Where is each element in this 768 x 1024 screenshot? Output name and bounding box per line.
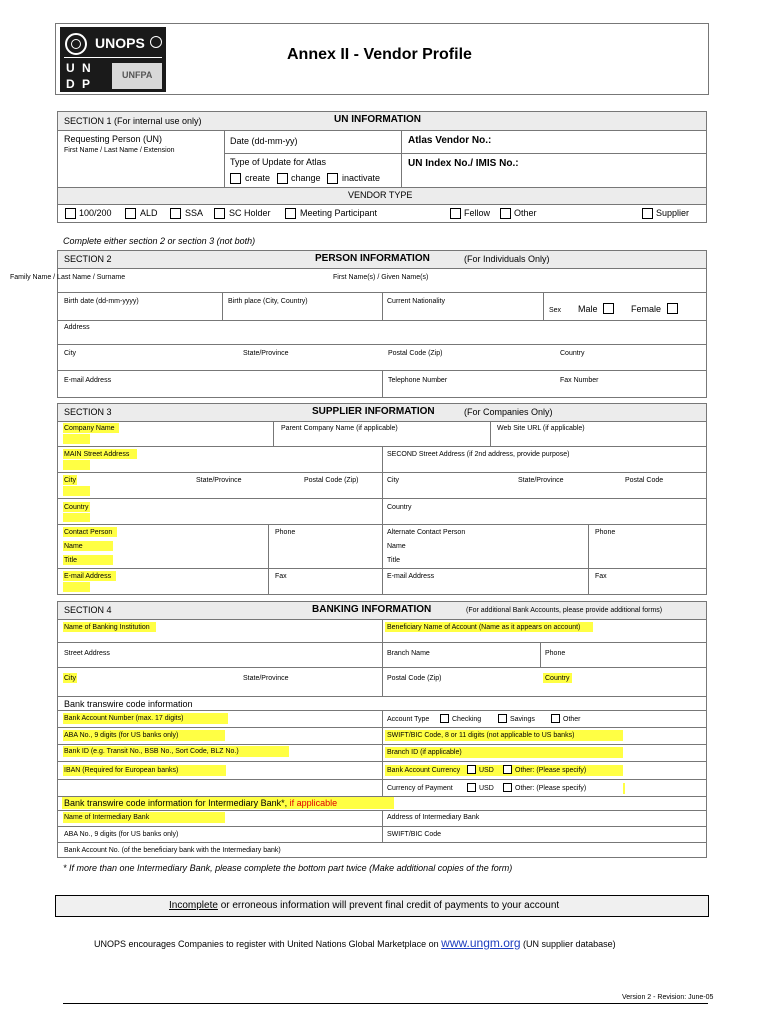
contact-person-label: Contact Person	[64, 529, 113, 536]
divider	[382, 370, 383, 398]
city-highlight-field	[63, 486, 90, 496]
vendor-supplier-checkbox[interactable]	[642, 208, 653, 219]
divider	[57, 779, 707, 780]
ungm-link[interactable]: www.ungm.org	[441, 936, 521, 950]
supplier-fax2-label: Fax	[595, 573, 607, 580]
payment-usd-label: USD	[479, 785, 494, 792]
section3-heading: SUPPLIER INFORMATION	[312, 406, 435, 417]
branch-name-label: Branch Name	[387, 650, 430, 657]
fax-number-label: Fax Number	[560, 377, 599, 384]
divider	[268, 524, 269, 594]
vendor-ssa-label: SSA	[185, 208, 204, 218]
section-instruction: Complete either section 2 or section 3 (not both)	[63, 236, 256, 246]
section3-label: SECTION 3	[64, 407, 112, 417]
male-checkbox[interactable]	[603, 303, 614, 314]
requesting-person-label: Requesting Person (UN)	[64, 134, 163, 144]
account-number-label: Bank Account Number (max. 17 digits)	[64, 715, 184, 722]
website-label: Web Site URL (if applicable)	[497, 425, 585, 432]
contact-phone-label: Phone	[275, 529, 296, 536]
divider	[57, 696, 707, 697]
vendor-sc-holder-checkbox[interactable]	[214, 208, 225, 219]
divider	[382, 619, 383, 696]
create-label: create	[245, 173, 271, 183]
contact-name-label: Name	[64, 543, 83, 550]
encourage-after: (UN supplier database)	[520, 939, 616, 949]
un-index-label: UN Index No./ IMIS No.:	[408, 158, 519, 169]
birth-place-label: Birth place (City, Country)	[228, 298, 308, 305]
bank-postal-label: Postal Code (Zip)	[387, 675, 442, 682]
divider	[57, 344, 707, 345]
payment-marker	[623, 783, 625, 794]
vendor-meeting-participant-checkbox[interactable]	[285, 208, 296, 219]
bank-name-label: Name of Banking Institution	[64, 624, 150, 631]
section4-heading: BANKING INFORMATION	[312, 604, 432, 615]
country-highlight-field	[63, 513, 90, 522]
second-street-label: SECOND Street Address (if 2nd address, provide purpose)	[387, 451, 570, 458]
alt-name-label: Name	[387, 543, 406, 550]
unops-emblem-icon	[150, 36, 162, 48]
logo-divider	[64, 57, 162, 58]
divider	[57, 472, 707, 473]
checking-label: Checking	[452, 716, 482, 723]
divider	[382, 710, 383, 796]
intermediary-note: if applicable	[289, 798, 338, 808]
email-label: E-mail Address	[64, 377, 112, 384]
divider	[401, 130, 402, 187]
inter-swift-label: SWIFT/BIC Code	[387, 831, 442, 838]
page-title: Annex II - Vendor Profile	[287, 46, 472, 63]
supplier-state-label: State/Province	[196, 477, 242, 484]
bank-phone-label: Phone	[545, 650, 566, 657]
first-name-label: First Name(s) / Given Name(s)	[333, 274, 429, 281]
supplier-country-label: Country	[64, 504, 89, 511]
other-account-label: Other	[563, 716, 581, 723]
divider	[57, 744, 707, 745]
company-name-label: Company Name	[64, 425, 115, 432]
bank-country-label: Country	[545, 675, 570, 682]
vendor-100-200-checkbox[interactable]	[65, 208, 76, 219]
section1-heading: UN INFORMATION	[334, 114, 422, 125]
main-street-label: MAIN Street Address	[64, 451, 130, 458]
supplier-state2-label: State/Province	[518, 477, 564, 484]
vendor-100-200-label: 100/200	[79, 208, 112, 218]
inter-address-label: Address of Intermediary Bank	[387, 814, 480, 821]
divider	[57, 524, 707, 525]
change-checkbox[interactable]	[277, 173, 288, 184]
divider	[57, 421, 707, 422]
unops-logo-text: UNOPS	[95, 35, 145, 51]
bank-state-label: State/Province	[243, 675, 289, 682]
postal-code-label: Postal Code (Zip)	[388, 350, 443, 357]
divider	[57, 498, 707, 499]
alt-phone-label: Phone	[595, 529, 616, 536]
bank-street-label: Street Address	[64, 650, 110, 657]
male-label: Male	[578, 304, 598, 314]
intermediary-label	[64, 799, 337, 808]
vendor-ssa-checkbox[interactable]	[170, 208, 181, 219]
intermediary-label-text: Bank transwire code information for Intermediary Bank*,	[64, 798, 288, 808]
inter-account-label: Bank Account No. (of the beneficiary bank with the Intermediary bank)	[64, 847, 281, 854]
section2-heading-note: (For Individuals Only)	[464, 254, 550, 264]
warning-text	[169, 901, 559, 911]
supplier-email2-label: E-mail Address	[387, 573, 435, 580]
un-emblem-inner-icon	[71, 39, 81, 49]
divider	[57, 268, 707, 269]
undp-letter-d: D	[66, 77, 75, 91]
divider	[224, 130, 225, 187]
company-name-highlight-field	[63, 434, 90, 444]
bank-city-label: City	[64, 675, 77, 682]
iban-label: IBAN (Required for European banks)	[64, 767, 179, 774]
supplier-postal2-label: Postal Code	[625, 477, 664, 484]
divider	[382, 446, 383, 594]
divider	[57, 667, 707, 668]
currency-usd-label: USD	[479, 767, 494, 774]
supplier-email-label: E-mail Address	[64, 573, 112, 580]
birth-date-label: Birth date (dd-mm-yyyy)	[64, 298, 139, 305]
warning-rest: or erroneous information will prevent final credit of payments to your account	[217, 900, 560, 911]
section4-heading-note: (For additional Bank Accounts, please provide additional forms)	[466, 607, 663, 614]
telephone-label: Telephone Number	[388, 377, 448, 384]
female-label: Female	[631, 304, 662, 314]
divider	[57, 130, 707, 131]
beneficiary-label: Beneficiary Name of Account (Name as it appears on account)	[387, 624, 581, 631]
divider	[57, 727, 707, 728]
payment-usd-checkbox[interactable]	[467, 783, 476, 792]
address-label: Address	[64, 324, 90, 331]
section4-label: SECTION 4	[64, 605, 112, 615]
alt-contact-label: Alternate Contact Person	[387, 529, 466, 536]
country-label: Country	[560, 350, 585, 357]
divider	[57, 826, 707, 827]
inactivate-label: inactivate	[342, 173, 381, 183]
family-name-label: Family Name / Last Name / Surname	[10, 274, 126, 281]
divider	[57, 842, 707, 843]
supplier-email-highlight-field	[63, 582, 90, 592]
divider	[543, 292, 544, 320]
section1-label: SECTION 1 (For internal use only)	[64, 116, 202, 126]
inter-aba-label: ABA No., 9 digits (for US banks only)	[64, 831, 179, 838]
section2-label: SECTION 2	[64, 254, 112, 264]
account-type-label: Account Type	[387, 716, 430, 723]
vendor-sc-holder-label: SC Holder	[229, 208, 271, 218]
change-label: change	[291, 173, 321, 183]
nationality-label: Current Nationality	[387, 298, 445, 305]
vendor-supplier-label: Supplier	[656, 208, 690, 218]
vendor-type-label: VENDOR TYPE	[348, 190, 413, 200]
vendor-other-checkbox[interactable]	[500, 208, 511, 219]
currency-usd-checkbox[interactable]	[467, 765, 476, 774]
currency-other-checkbox[interactable]	[503, 765, 512, 774]
supplier-city2-label: City	[387, 477, 400, 484]
savings-label: Savings	[510, 716, 535, 723]
vendor-fellow-checkbox[interactable]	[450, 208, 461, 219]
supplier-country2-label: Country	[387, 504, 412, 511]
other-account-checkbox[interactable]	[551, 714, 560, 723]
divider	[273, 421, 274, 446]
un-logo	[60, 27, 166, 92]
warning-underlined: Incomplete	[169, 900, 218, 911]
unfpa-logo	[112, 63, 162, 89]
parent-company-label: Parent Company Name (if applicable)	[281, 425, 398, 432]
section2-heading: PERSON INFORMATION	[315, 253, 430, 264]
footnote: * If more than one Intermediary Bank, please complete the bottom part twice (Make additional copies of the form)	[63, 863, 513, 873]
atlas-vendor-label: Atlas Vendor No.:	[408, 135, 492, 146]
divider	[382, 292, 383, 320]
divider	[57, 320, 707, 321]
vendor-other-label: Other	[514, 208, 537, 218]
divider	[224, 153, 707, 154]
swift-label: SWIFT/BIC Code, 8 or 11 digits (not applicable to US banks)	[387, 732, 575, 739]
divider	[222, 292, 223, 320]
unfpa-logo-text: UNFPA	[122, 70, 153, 80]
savings-checkbox[interactable]	[498, 714, 507, 723]
sex-label: Sex	[549, 307, 562, 314]
currency-label: Bank Account Currency	[387, 767, 461, 774]
divider	[490, 421, 491, 446]
requesting-person-sublabel: First Name / Last Name / Extension	[64, 147, 175, 154]
vendor-ald-label: ALD	[140, 208, 158, 218]
undp-letter-n: N	[82, 61, 91, 75]
divider	[588, 524, 589, 594]
undp-letter-p: P	[82, 77, 91, 91]
date-label: Date (dd-mm-yy)	[230, 136, 298, 146]
create-checkbox[interactable]	[230, 173, 241, 184]
vendor-fellow-label: Fellow	[464, 208, 491, 218]
supplier-postal-label: Postal Code (Zip)	[304, 477, 359, 484]
bank-id-label: Bank ID (e.g. Transit No., BSB No., Sort Code, BLZ No.)	[64, 748, 239, 755]
divider	[57, 568, 707, 569]
inter-name-label: Name of Intermediary Bank	[64, 814, 150, 821]
encourage-text	[94, 937, 616, 949]
checking-checkbox[interactable]	[440, 714, 449, 723]
divider	[540, 642, 541, 667]
aba-label: ABA No., 9 digits (for US banks only)	[64, 732, 179, 739]
supplier-city-label: City	[64, 477, 77, 484]
footer-line	[63, 1003, 708, 1004]
state-label: State/Province	[243, 350, 289, 357]
supplier-fax-label: Fax	[275, 573, 287, 580]
payment-other-label: Other: (Please specify)	[515, 785, 587, 792]
section3-heading-note: (For Companies Only)	[464, 407, 553, 417]
inactivate-checkbox[interactable]	[327, 173, 338, 184]
version-text: Version 2 - Revision: June-05	[622, 994, 714, 1001]
encourage-before: UNOPS encourages Companies to register with United Nations Global Marketplace on	[94, 939, 442, 949]
female-checkbox[interactable]	[667, 303, 678, 314]
divider	[57, 642, 707, 643]
branch-id-label: Branch ID (if applicable)	[387, 749, 462, 756]
main-street-highlight-field	[63, 460, 90, 470]
city-label: City	[64, 350, 77, 357]
divider	[57, 204, 707, 205]
contact-title-label: Title	[64, 557, 77, 564]
currency-other-label: Other: (Please specify)	[515, 767, 587, 774]
transwire-label: Bank transwire code information	[64, 699, 193, 709]
vendor-meeting-participant-label: Meeting Participant	[300, 208, 378, 218]
currency-payment-label: Currency of Payment	[387, 785, 453, 792]
payment-other-checkbox[interactable]	[503, 783, 512, 792]
undp-letter-u: U	[66, 61, 75, 75]
alt-title-label: Title	[387, 557, 400, 564]
vendor-ald-checkbox[interactable]	[125, 208, 136, 219]
type-of-update-label: Type of Update for Atlas	[230, 157, 327, 167]
divider	[57, 761, 707, 762]
